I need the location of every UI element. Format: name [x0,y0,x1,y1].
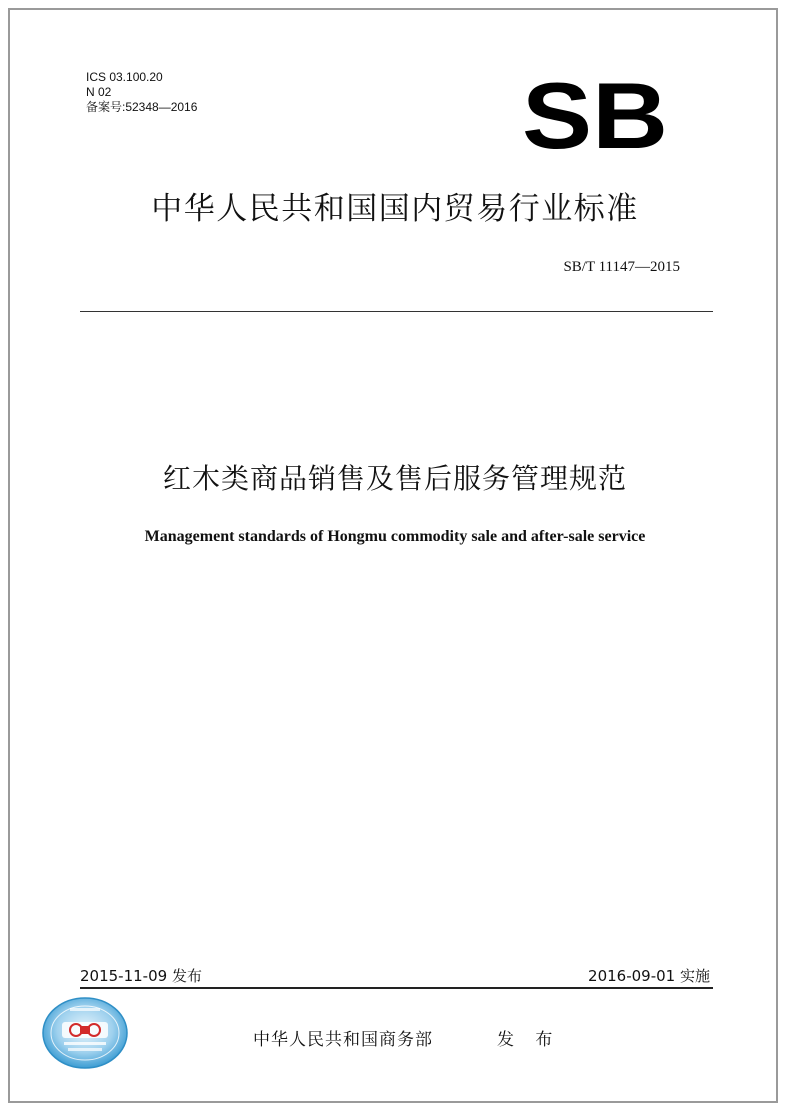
sb-logo-text: SB [522,76,668,156]
publish-label: 发 布 [497,1030,561,1050]
standard-number: SB/T 11147—2015 [563,259,680,275]
category-code: N 02 [86,85,112,99]
classification-block [86,70,197,115]
anti-counterfeit-seal [40,996,130,1070]
publisher-name: 中华人民共和国商务部 [253,1030,433,1050]
document-subtitle: Management standards of Hongmu commodity sale and after-sale service [144,528,646,545]
effective-date: 2016-09-01 实施 [588,967,710,985]
bottom-divider [80,987,713,989]
standard-title: 中华人民共和国国内贸易行业标准 [151,191,639,227]
document-title: 红木类商品销售及售后服务管理规范 [162,462,627,495]
top-divider [80,311,713,312]
ics-code: ICS 03.100.20 [86,70,163,84]
document-frame [8,8,778,1103]
filing-number: 备案号:52348—2016 [86,100,198,114]
issue-date: 2015-11-09 发布 [80,967,202,985]
sb-logo [520,76,670,156]
